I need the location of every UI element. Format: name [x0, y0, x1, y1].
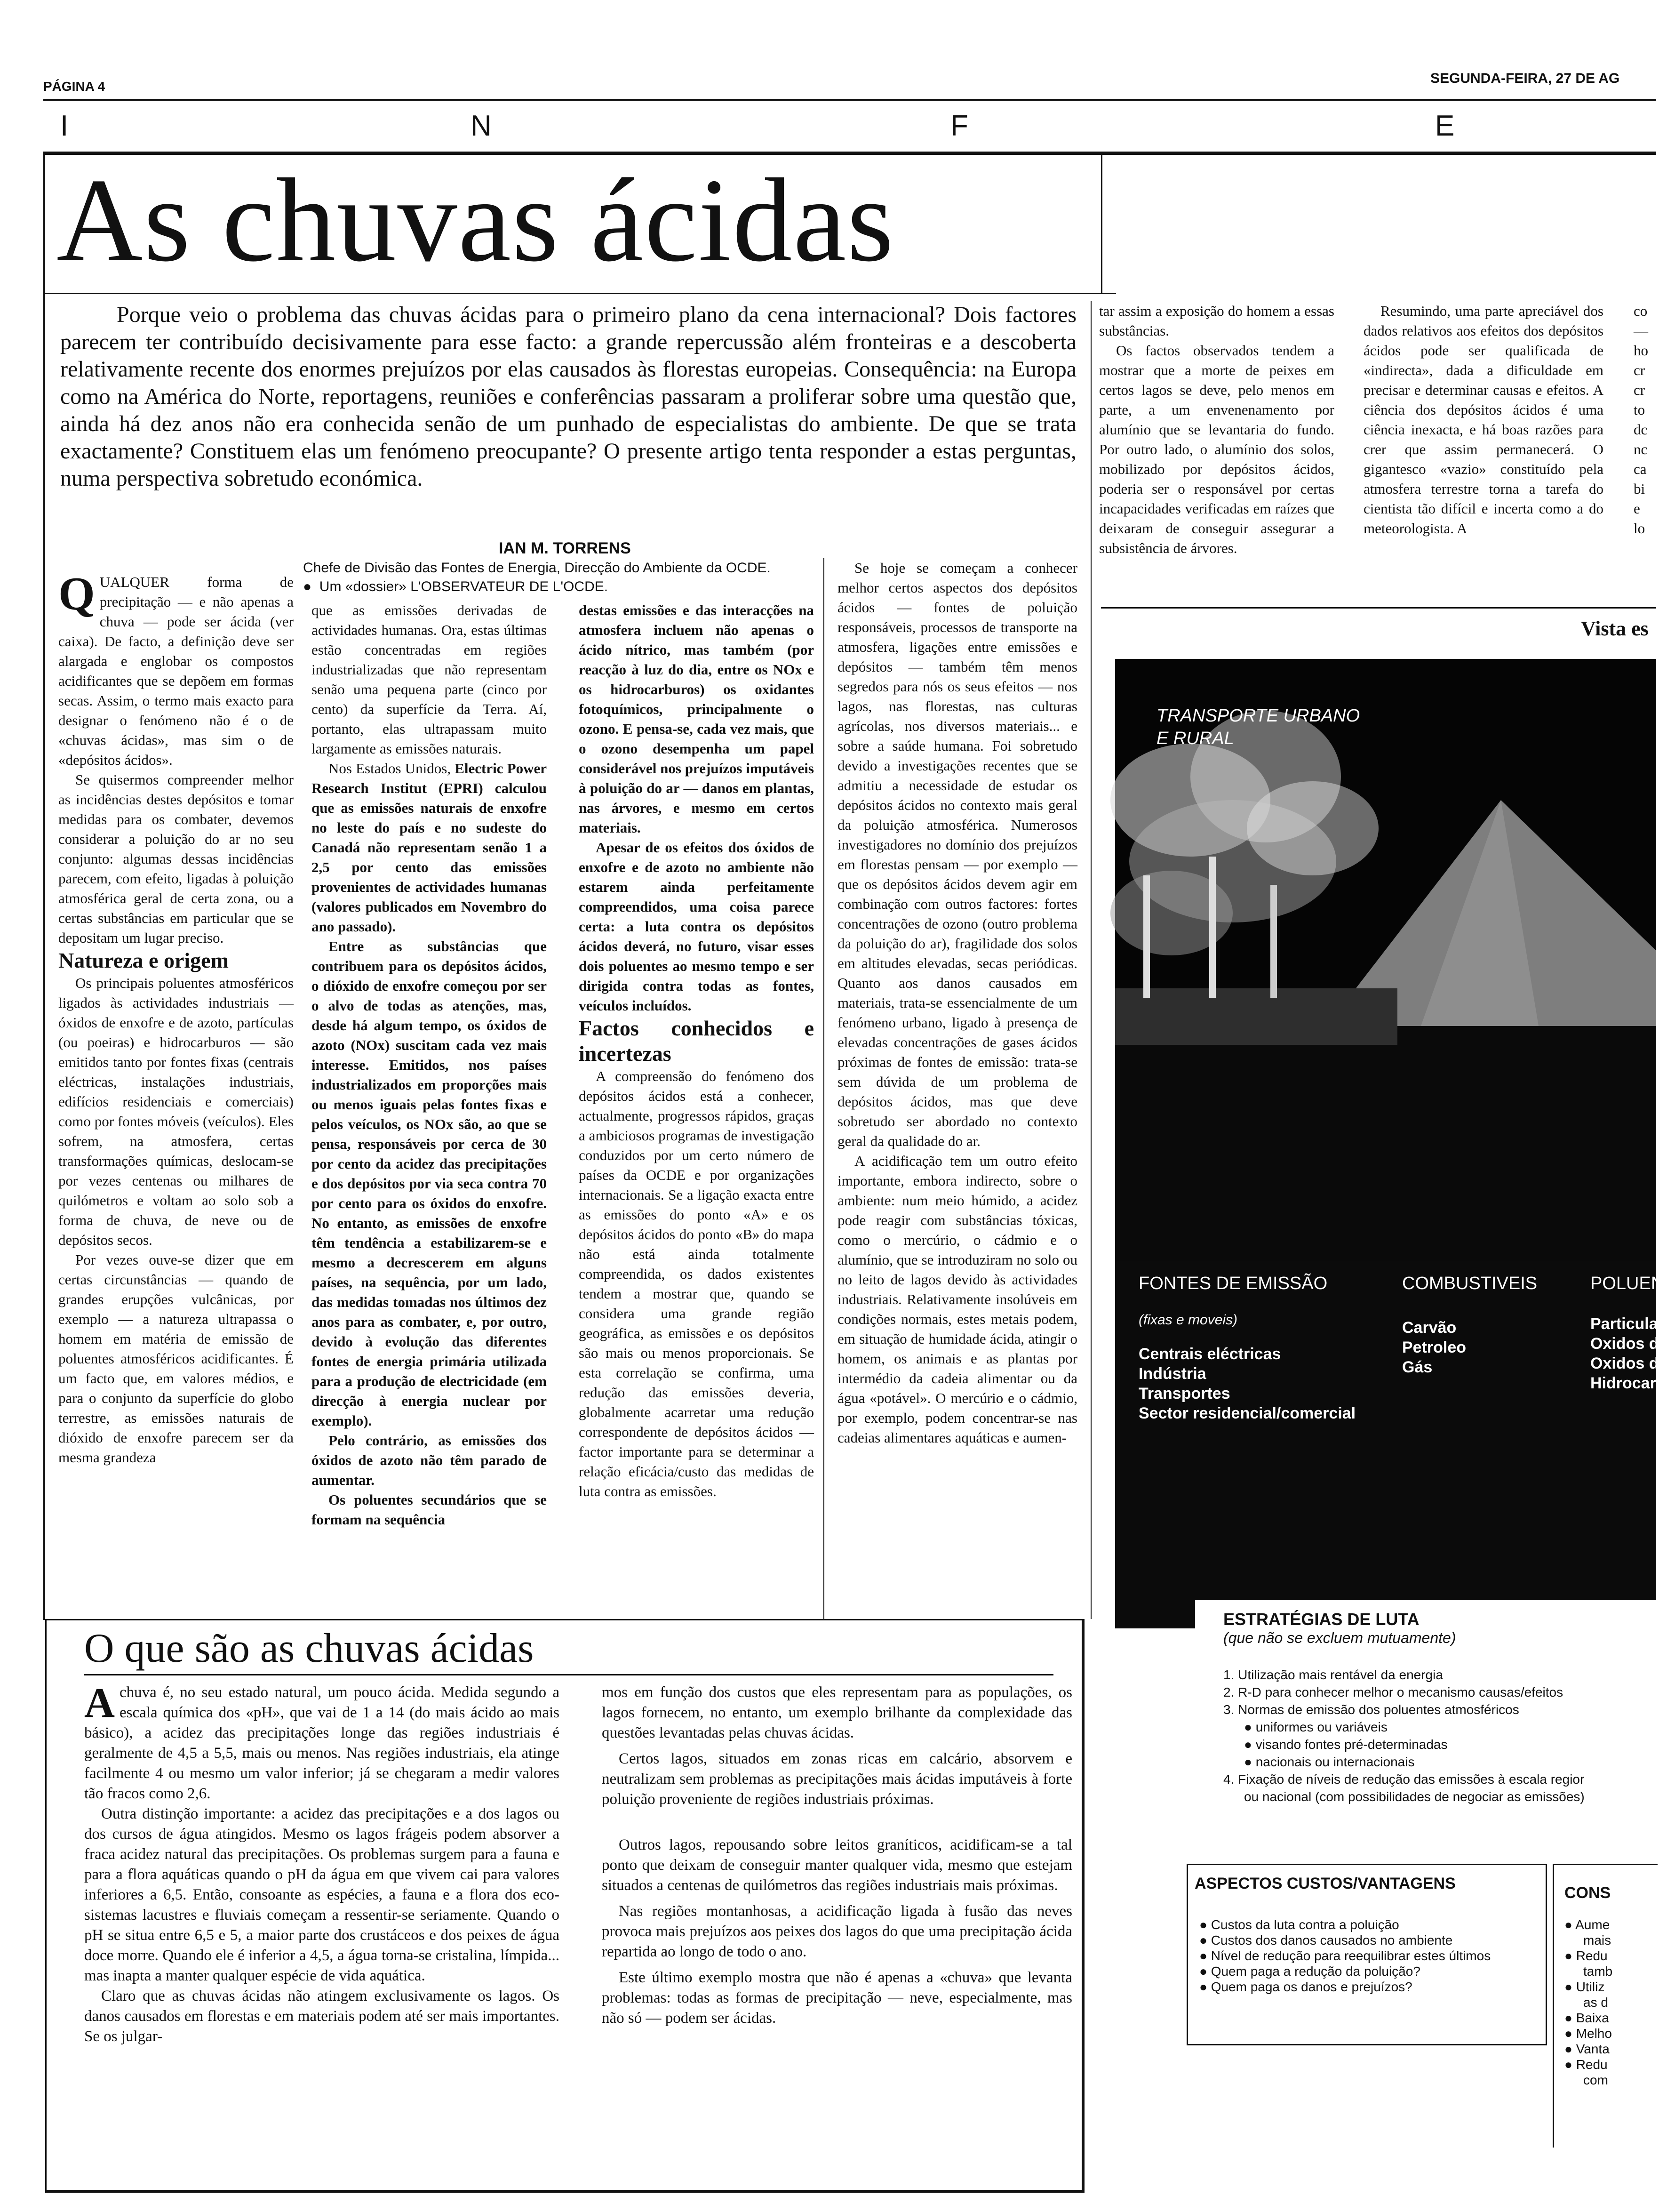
col4-paragraph-1: Se hoje se começam a conhecer melhor certos aspectos dos depósitos ácidos — fontes de poluição responsáveis, processos de transporte na atmosfera, ligações entre emissões e depósitos — também têm menos segredos para nós os seus efeitos — nos lagos, nas florestas, nas culturas agrícolas, nos diversos materiais... e sobre a saúde humana. Foi sobretudo devido a investigações recentes que se admitiu a necessidade de estudar os depósitos ácidos no contexto mais geral da poluição atmosférica. Numerosos investigadores no domínio dos prejuízos em florestas pensam — por exemplo — que os depósitos ácidos devem agir em combinação com outros factores: fortes concentrações de ozono (outro problema da poluição do ar), fragilidade dos solos em altitudes elevadas, secas periódicas. Quanto aos danos causados em materiais, trata-se essencialmente de um fenómeno urbano, ligado à presença de elevadas concentrações de gases ácidos próximas de fontes de emissão: trata-se sem dúvida de um problema de depósitos ácidos, mas que deve sobretudo ser abordado no contexto geral da qualidade do ar.: [837, 560, 1077, 1149]
explainer-paragraph-2: Outra distinção importante: a acidez das precipitações e a dos lagos ou dos cursos de água atingidos. Mesmo os lagos frágeis podem absorver a fraca acidez natural das precipitações. Os problemas surgem para a fauna e para a flora aquáticas quando o pH da água em que vivem cai para valores inferiores a 6,5. Então, consoante as espécies, a fauna e a flora dos eco-sistemas lacustres e fluviais começam a ressentir-se seriamente. Quando o pH se situa entre 6,5 e 5, a maior parte dos crustáceos e dos peixes de água doce morre. Quando ele é inferior a 4,5, a água torna-se cristalina, límpida... mas inapta a manter qualquer espécie de vida aquática.: [84, 1805, 559, 1984]
col1-paragraph-3: Os principais poluentes atmosféricos ligados às actividades industriais — óxidos de enxofre e de azoto, partículas (ou poeiras) e hidrocarburos — são emitidos tanto por fontes fixas (centrais eléctricas, instalações industriais, edifícios residenciais e comerciais) como por fontes móveis (veículos). Eles sofrem, na atmosfera, certas transformações químicas, deslocam-se por vezes centenas ou milhares de quilómetros e voltam ao solo sob a forma de chuva, de neve ou de depósitos secos.: [58, 975, 294, 1248]
col6-paragraph-1: Resumindo, uma parte apreciável dos dados relativos aos efeitos dos depósitos ácidos pode ser qualificada de «indirecta», dada a dificuldade em precisar e determinar causas e efeitos. A ciência dos depósitos ácidos é uma ciência inexacta, e há boas razões para crer que assim permanecerá. O gigantesco «vazio» constituído pela atmosfera terrestre torna a tarefa do cientista tão difícil e incerta como a do meteorologista. A: [1364, 303, 1603, 537]
poluente-item: Oxidos d: [1590, 1335, 1659, 1353]
cons-item: tamb: [1583, 1964, 1613, 1979]
fontes-item: Indústria: [1139, 1365, 1206, 1383]
estrategia-item: 3. Normas de emissão dos poluentes atmosféricos: [1223, 1702, 1519, 1717]
explainer-title: O que são as chuvas ácidas: [84, 1626, 534, 1671]
poluente-item: Oxidos d: [1590, 1354, 1659, 1372]
estrategia-item: 1. Utilização mais rentável da energia: [1223, 1667, 1443, 1682]
explainer-column-2: [602, 1683, 1072, 2028]
fragment: lo: [1634, 520, 1645, 537]
poluentes-title: POLUEN: [1590, 1274, 1664, 1293]
estrategia-item: ou nacional (com possibilidades de negociar as emissões): [1244, 1789, 1585, 1804]
explainer-paragraph-6: Outros lagos, repousando sobre leitos graníticos, acidificam-se a tal ponto que deixam de conseguir manter qualquer vida, mesmo que estejam situados a centenas de quilómetros das regiões industriais mais próximas.: [602, 1836, 1072, 1894]
cons-item: com: [1583, 2073, 1608, 2087]
bullet-icon: ●: [303, 579, 319, 594]
cons-title: CONS: [1564, 1884, 1611, 1902]
fontes-list: [1139, 1344, 1356, 1423]
cons-item: as d: [1583, 1995, 1608, 2010]
explainer-paragraph-3: Claro que as chuvas ácidas não atingem exclusivamente os lagos. Os danos causados em florestas e em materiais podem até ser mais importantes. Se os julgar-: [84, 1988, 559, 2045]
page-date: SEGUNDA-FEIRA, 27 DE AG: [1430, 71, 1620, 86]
cons-box: [1553, 1864, 1658, 2148]
explainer-paragraph-8: Este último exemplo mostra que não é apenas a «chuva» que levanta problemas: todas as formas de precipitação — neve, especialmente, mas não só — podem ser ácidas.: [602, 1969, 1072, 2027]
landscape-illustration: [1115, 659, 1656, 1261]
cons-item: mais: [1583, 1933, 1611, 1948]
combustiveis-title: COMBUSTIVEIS: [1402, 1274, 1538, 1293]
fragment: cr: [1634, 362, 1645, 378]
fragment: ca: [1634, 461, 1647, 477]
infographic-photo: [1115, 659, 1656, 1261]
col5-paragraph-1: tar assim a exposição do homem a essas substâncias.: [1099, 303, 1334, 339]
column-rule: [1091, 301, 1092, 1619]
poluente-item: Particulas: [1590, 1315, 1667, 1333]
fontes-item: Centrais eléctricas: [1139, 1345, 1281, 1363]
estrategia-item: ● uniformes ou variáveis: [1244, 1720, 1388, 1734]
col1-paragraph-1: UALQUER forma de precipitação — e não apenas a chuva — pode ser ácida (ver caixa). De facto, a definição deve ser alargada e englobar os compostos acidificantes que se depõem em formas secas. Assim, o termo mais exacto para designar o fenómeno não é o de «chuvas ácidas», mas sim o de «depósitos ácidos».: [58, 574, 294, 768]
explainer-paragraph-1: chuva é, no seu estado natural, um pouco ácida. Medida segundo a escala química dos «pH», que vai de 1 a 14 (do mais ácido ao mais básico), a acidez das precipitações longe das regiões industriais é geralmente de 4,5 a 5,5, mais ou menos. Nas regiões industriais, ela atinge facilmente 4 ou mesmo um valor inferior; já se chegaram a medir valores tão fracos como 2,6.: [84, 1684, 559, 1802]
article-column-5: [1099, 301, 1334, 558]
dropcap-q: Q: [58, 568, 95, 620]
cons-item: ● Aume: [1564, 1917, 1610, 1932]
section-letter-2: N: [471, 110, 492, 142]
estrategias-box: [1195, 1600, 1656, 1835]
explainer-paragraph-5: Certos lagos, situados em zonas ricas em calcário, absorvem e neutralizam sem problemas as precipitações mais ácidas imputáveis à forte poluição proveniente de regiões industriais próximas.: [602, 1750, 1072, 1808]
headline-right-rule: [1101, 152, 1102, 293]
fontes-title: FONTES DE EMISSÃO: [1139, 1274, 1328, 1293]
col2-paragraph-3: Entre as substâncias que contribuem para os depósitos ácidos, o dióxido de enxofre começou por ser o alvo de todas as atenções, mas, desde há algum tempo, os óxidos de azoto (NOx) suscitam cada vez mais interesse. Emitidos, nos países industrializados em proporções mais ou menos iguais pelas fontes fixas e pelos veículos, os NOx são, ao que se pensa, responsáveis por cerca de 30 por cento da acidez das precipitações e dos depósitos por via seca contra 70 por cento para os óxidos do enxofre. No entanto, as emissões de enxofre têm tendência a estabilizarem-se e mesmo a decrescerem em alguns países, na sequência, por um lado, das medidas tomadas nos últimos dez anos para as combater, e, por outro, devido à evolução das diferentes fontes de energia primária utilizada para a produção de electricidade (em direcção à energia nuclear por exemplo).: [311, 938, 547, 1429]
explainer-paragraph-7: Nas regiões montanhosas, a acidificação ligada à fusão das neves provoca mais prejuízos aos peixes dos lagos do que uma precipitação ácida repartida ao longo de todo o ano.: [602, 1903, 1072, 1960]
cons-item: ● Redu: [1564, 1948, 1608, 1963]
headline: As chuvas ácidas: [56, 154, 895, 286]
explainer-title-rule: [84, 1674, 1053, 1675]
article-column-4: [837, 558, 1077, 1448]
fragment: nc: [1634, 441, 1648, 457]
poluentes-list: [1590, 1314, 1667, 1393]
aspecto-item: ● Custos dos danos causados no ambiente: [1199, 1933, 1453, 1948]
fragment: cr: [1634, 382, 1645, 398]
fragment: e: [1634, 500, 1640, 517]
col5-paragraph-2: Os factos observados tendem a mostrar que a morte de peixes em certos lagos se deve, pelo menos em parte, a um envenenamento por alumínio que se levantaria do fundo. Por outro lado, o alumínio dos solos, mobilizado por depósitos ácidos, poderia ser o responsável por certas incapacidades verificadas em raízes que deixaram de conseguir assegurar a subsistência de árvores.: [1099, 342, 1334, 556]
cons-item: ● Utiliz: [1564, 1980, 1605, 1994]
col4-paragraph-2: A acidificação tem um outro efeito importante, embora indirecto, sobre o ambiente: num meio húmido, a acidez pode reagir com substâncias tóxicas, como o mercúrio, o cádmio e o alumínio, que se introduziram no solo ou no leito de lagos devido às actividades industriais. Relativamente insolúveis em condições normais, estes metais podem, em situação de humidade ácida, atingir o homem, os animais e as plantas por intermédio da cadeia alimentar ou da água «potável». O mercúrio e o cádmio, por exemplo, podem concentrar-se nas cadeias alimentares aquáticas e aumen-: [837, 1153, 1077, 1446]
combustivel-item: Petroleo: [1402, 1338, 1467, 1356]
infographic-legend-panel: [1115, 1261, 1667, 1628]
cons-item: ● Redu: [1564, 2057, 1608, 2072]
poluente-item: Hidrocarb: [1590, 1374, 1666, 1392]
explainer-paragraph-4: mos em função dos custos que eles representam para as populações, os lagos fornecem, no entanto, um exemplo brilhante da complexidade das questões levantadas pelas chuvas ácidas.: [602, 1684, 1072, 1741]
column-7-fragments: [1634, 301, 1656, 538]
col2-paragraph-5: Os poluentes secundários que se formam na sequência: [311, 1491, 547, 1528]
cons-item: ● Melho: [1564, 2026, 1612, 2041]
col3-paragraph-3: A compreensão do fenómeno dos depósitos ácidos está a conhecer, actualmente, progressos rápidos, graças a ambiciosos programas de investigação conduzidos por um certo número de países da OCDE e por organizações internacionais. Se a ligação exacta entre as emissões do ponto «A» e os depósitos ácidos do ponto «B» do mapa não está ainda totalmente compreendida, os dados existentes tendem a mostrar que, quando se considera uma grande região geográfica, as emissões e os depósitos são mais ou menos proporcionais. Se esta correlação se confirma, uma redução das emissões deveria, globalmente acarretar uma redução correspondente de depósitos ácidos — factor importante para se determinar a relação eficácia/custo das medidas de luta contra as emissões.: [579, 1068, 814, 1499]
subhead-natureza: Natureza e origem: [58, 948, 229, 972]
combustivel-item: Gás: [1402, 1358, 1433, 1376]
byline-dossier-text: Um «dossier» L'OBSERVATEUR DE L'OCDE.: [319, 579, 608, 594]
article-column-1: [58, 568, 294, 1467]
aspectos-title: ASPECTOS CUSTOS/VANTAGENS: [1195, 1875, 1456, 1892]
byline-dossier: [303, 579, 608, 595]
fontes-subtitle: (fixas e moveis): [1139, 1312, 1238, 1328]
cons-item: ● Baixa: [1564, 2011, 1609, 2025]
transport-label-2: E RURAL: [1157, 729, 1234, 748]
aspectos-box: [1187, 1864, 1547, 2045]
byline-role: Chefe de Divisão das Fontes de Energia, Direcção do Ambiente da OCDE.: [303, 560, 771, 576]
estrategias-subtitle: (que não se excluem mutuamente): [1223, 1629, 1456, 1646]
headline-base-rule: [43, 293, 1116, 294]
aspecto-item: ● Quem paga a redução da poluição?: [1199, 1964, 1420, 1979]
article-column-3: [579, 601, 814, 1501]
col3-paragraph-1: destas emissões e das interacções na atmosfera incluem não apenas o ácido nítrico, mas também (por reacção à luz do dia, entre os NOx e os hidrocarburos) os oxidantes fotoquímicos, principalmente o ozono. E pensa-se, cada vez mais, que o ozono desempenha um papel considerável nos prejuízos imputáveis à poluição do ar — danos em plantas, nas árvores, e mesmo em certos materiais.: [579, 602, 814, 836]
fragment: ho: [1634, 342, 1648, 359]
estrategia-item: 2. R-D para conhecer melhor o mecanismo causas/efeitos: [1223, 1685, 1563, 1699]
fragment: to: [1634, 401, 1645, 418]
fragment: —: [1634, 322, 1648, 339]
frame-left: [43, 152, 45, 1620]
col3-paragraph-2: Apesar de os efeitos dos óxidos de enxofre e de azoto no ambiente não estarem ainda perfeitamente compreendidos, uma coisa parece certa: a luta contra os depósitos ácidos deverá, no futuro, visar esses dois poluentes ao mesmo tempo e ser dirigida contra todas as fontes, veículos incluídos.: [579, 839, 814, 1014]
explainer-column-1: [84, 1680, 559, 2047]
estrategia-item: ● visando fontes pré-determinadas: [1244, 1737, 1448, 1752]
section-letter-4: E: [1435, 110, 1455, 142]
cons-item: ● Vanta: [1564, 2042, 1610, 2056]
fragment: bi: [1634, 481, 1645, 497]
col2-paragraph-2a: Nos Estados Unidos,: [328, 760, 455, 777]
combustiveis-list: [1402, 1318, 1466, 1377]
col1-paragraph-2: Se quisermos compreender melhor as incidências destes depósitos e tomar medidas para os combater, devemos considerar a poluição do ar no seu conjunto: algumas dessas incidências parecem, com efeito, ligadas à poluição atmosférica geral de certa zona, ou a certas substâncias em particular que se depositam um lugar preciso.: [58, 771, 294, 946]
byline-author: IAN M. TORRENS: [499, 539, 631, 557]
article-column-6: [1364, 301, 1603, 538]
subhead-factos: Factos conhecidos e incertezas: [579, 1016, 814, 1066]
transport-label-1: TRANSPORTE URBANO: [1157, 706, 1360, 726]
col2-paragraph-2b: Electric Power Research Institut (EPRI) calculou que as emissões naturais de enxofre no leste do país e no sudeste do Canadá não representam senão 1 a 2,5 por cento das emissões provenientes de actividades humanas (valores publicados em Novembro do ano passado).: [311, 760, 547, 935]
fragment: dc: [1634, 421, 1648, 438]
dropcap-a: A: [84, 1680, 115, 1726]
estrategias-title: ESTRATÉGIAS DE LUTA: [1223, 1610, 1420, 1629]
aspecto-item: ● Custos da luta contra a poluição: [1199, 1917, 1399, 1932]
infographic-top-rule: [1101, 607, 1656, 609]
infographic-title: Vista es: [1581, 617, 1649, 640]
header-rule-top: [43, 99, 1656, 101]
section-letter-3: F: [950, 110, 968, 142]
cons-list: [1564, 1917, 1612, 2088]
estrategias-list: [1223, 1666, 1585, 1805]
estrategia-item: 4. Fixação de níveis de redução das emissões à escala regior: [1223, 1772, 1585, 1787]
aspecto-item: ● Quem paga os danos e prejuízos?: [1199, 1980, 1412, 1994]
explainer-box: [45, 1619, 1085, 2193]
combustivel-item: Carvão: [1402, 1319, 1457, 1337]
article-column-2: [311, 601, 547, 1530]
fontes-item: Transportes: [1139, 1385, 1230, 1403]
aspectos-list: [1199, 1917, 1491, 1995]
fragment: co: [1634, 303, 1648, 319]
page-label: PÁGINA 4: [43, 79, 105, 94]
estrategia-item: ● nacionais ou internacionais: [1244, 1755, 1415, 1769]
column-rule: [823, 558, 824, 1622]
aspecto-item: ● Nível de redução para reequilibrar estes últimos: [1199, 1948, 1491, 1963]
fontes-item: Sector residencial/comercial: [1139, 1404, 1356, 1422]
section-letter-1: I: [60, 110, 69, 142]
lead-paragraph: Porque veio o problema das chuvas ácidas para o primeiro plano da cena internacional? Dois factores parecem ter contribuído decisivamente para esse facto: a grande repercussão além fronteiras e a descoberta relativamente recente dos enormes prejuízos por elas causados às florestas europeias. Consequência: na Europa como na América do Norte, reportagens, reuniões e conferências passaram a proliferar sobre uma questão que, ainda há dez anos não era conhecida senão de um punhado de especialistas do ambiente. De que se trata exactamente? Constituem elas um fenómeno preocupante? O presente artigo tenta responder a estas perguntas, numa perspectiva sobretudo económica.: [60, 302, 1077, 491]
col1-paragraph-4: Por vezes ouve-se dizer que em certas circunstâncias — quando de grandes erupções vulcânicas, por exemplo — a natureza ultrapassa o homem em matéria de emissão de poluentes atmosféricos acidificantes. É um facto que, em valores médios, e para o conjunto da superfície do globo terrestre, as emissões naturais de dióxido de enxofre parecem ser da mesma grandeza: [58, 1251, 294, 1466]
col2-paragraph-1: que as emissões derivadas de actividades humanas. Ora, estas últimas estão concentradas em regiões industrializadas que não representam senão uma pequena parte (cinco por cento) da superfície da Terra. Aí, portanto, elas ultrapassam muito largamente as emissões naturais.: [311, 602, 547, 757]
col2-paragraph-4: Pelo contrário, as emissões dos óxidos de azoto não têm parado de aumentar.: [311, 1432, 547, 1488]
